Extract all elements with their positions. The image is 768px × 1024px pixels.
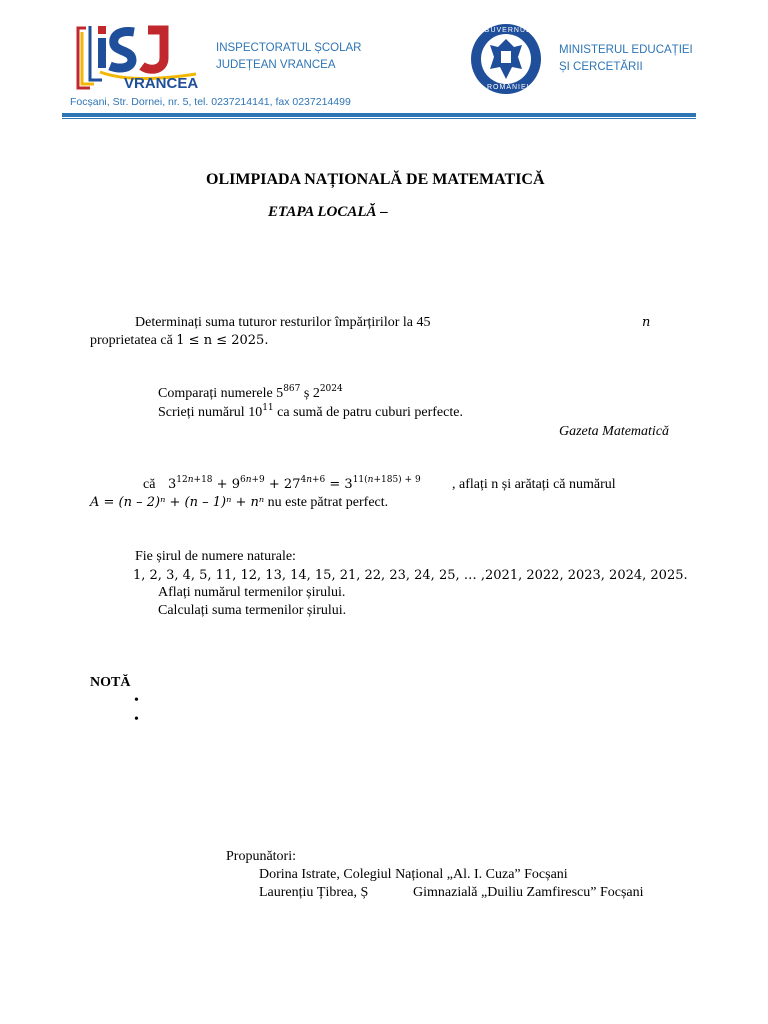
page-subtitle: ETAPA LOCALĂ –	[268, 204, 388, 220]
author-1: Dorina Istrate, Colegiul Național „Al. I. Cuza” Focșani	[259, 867, 568, 882]
p2-item-a	[158, 386, 343, 402]
p4-item-a: Aflați numărul termenilor șirului.	[158, 585, 346, 600]
logo-sub-text: VRANCEA	[124, 75, 199, 92]
address: Focșani, Str. Dornei, nr. 5, tel. 0237214141, fax 0237214499	[70, 96, 351, 108]
ministry-name	[559, 42, 693, 76]
p3-line2	[90, 495, 388, 511]
ministry-line1: MINISTERUL EDUCAȚIEI	[559, 44, 693, 56]
ministry-line2: ȘI CERCETĂRII	[559, 61, 643, 73]
p2-a-text: Comparați numerele 5	[158, 386, 284, 401]
seal-text-top: GUVERNUL	[484, 27, 531, 34]
isj-line2: JUDEȚEAN VRANCEA	[216, 59, 336, 71]
p2-b-text: Scrieți numărul 10	[158, 405, 263, 420]
p3-line2-text: nu este pătrat perfect.	[264, 495, 389, 510]
p2-item-b	[158, 405, 463, 421]
p4-sequence: 1, 2, 3, 4, 5, 11, 12, 13, 14, 15, 21, 22, 23, 24, 25, … ,2021, 2022, 2023, 2024, 2025.	[133, 568, 688, 583]
p2-a-exp1: 867	[283, 384, 301, 394]
p1-condition: 1 ≤ n ≤ 2025.	[176, 333, 269, 348]
author-2-name: Laurențiu Țibrea, Ș	[259, 885, 369, 900]
p3-expression: A = (n – 2)ⁿ + (n – 1)ⁿ + nⁿ	[90, 495, 265, 510]
page-title: OLIMPIADA NAȚIONALĂ DE MATEMATICĂ	[206, 171, 545, 188]
author-2-school: Gimnazială „Duiliu Zamfirescu” Focșani	[413, 885, 644, 900]
p1-text-b: proprietatea că	[90, 333, 173, 348]
p4-item-b: Calculați suma termenilor șirului.	[158, 603, 347, 618]
p1-var-n: n	[642, 315, 651, 330]
isj-name	[216, 40, 362, 74]
authors-label: Propunători:	[226, 849, 296, 864]
p2-source: Gazeta Matematică	[559, 424, 670, 439]
p2-b-exp: 11	[262, 403, 274, 413]
p1-text-a: Determinați suma tuturor resturilor împărțirilor la 45	[135, 315, 431, 330]
p3-equation: $3^{12𝑛+18} + 9^{6𝑛+9} + 27^{4𝑛+6} = 3^{11(𝑛+185) + 9}$	[168, 475, 421, 492]
header-rule	[62, 113, 696, 117]
p4-intro: Fie șirul de numere naturale:	[135, 549, 296, 564]
nota-bullet-2: •	[134, 712, 139, 727]
p2-a-exp2: 2024	[319, 384, 343, 394]
nota-bullet-1: •	[134, 693, 139, 708]
isj-line1: INSPECTORATUL ȘCOLAR	[216, 42, 362, 54]
seal-text-bottom: ROMÂNIEI	[487, 84, 530, 91]
nota-heading: NOTĂ	[90, 675, 131, 690]
p3-tail: , aflați n și arătați că numărul	[452, 477, 616, 492]
p2-b-rest: ca sumă de patru cuburi perfecte.	[273, 405, 463, 420]
p3-lead: că	[143, 477, 156, 492]
header-rule-thin	[62, 118, 696, 119]
p1-line2	[90, 333, 268, 349]
p2-a-mid: ș 2	[300, 386, 320, 401]
